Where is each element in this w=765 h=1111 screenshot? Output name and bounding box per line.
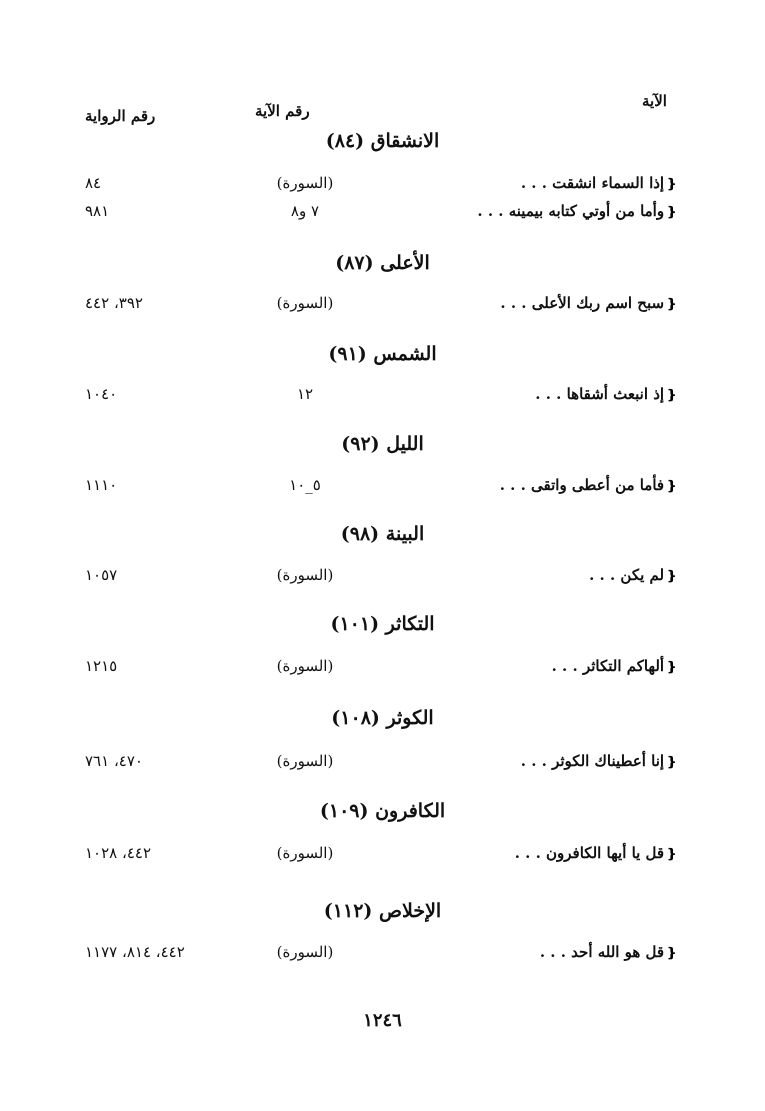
ornament-bracket-icon: ❴: [666, 755, 677, 770]
ayah-number: (السورة): [276, 943, 334, 961]
ayah-text: إنا أعطيناك الكوثر . . .: [520, 752, 665, 770]
surah-heading: الانشقاق (٨٤): [325, 130, 440, 152]
ornament-bracket-icon: ❴: [666, 946, 677, 961]
ayah-number: (السورة): [276, 657, 334, 675]
index-row: [0, 566, 765, 592]
surah-heading: الليل (٩٢): [341, 433, 424, 455]
riwaya-number: ٨٤: [85, 174, 102, 192]
ayah-number: ١٢: [296, 385, 314, 403]
riwaya-number: ٣٩٢، ٤٤٢: [85, 294, 143, 312]
index-row: [0, 943, 765, 969]
ornament-bracket-icon: ❴: [666, 479, 677, 494]
ayah-text: وأما من أوتي كتابه بيمينه . . .: [477, 202, 665, 220]
index-row: [0, 476, 765, 502]
index-row: [0, 657, 765, 683]
column-header-riwaya-number: رقم الرواية: [85, 107, 156, 125]
ayah-number: (السورة): [276, 174, 334, 192]
ayah-number: ٥_١٠: [289, 476, 321, 494]
ayah-text: إذا السماء انشقت . . .: [520, 174, 665, 192]
ornament-bracket-icon: ❴: [666, 177, 677, 192]
riwaya-number: ١٠٤٠: [85, 385, 118, 403]
ayah-text: فأما من أعطى واتقى . . .: [499, 476, 665, 494]
riwaya-number: ١٠٥٧: [85, 566, 118, 584]
index-row: [0, 385, 765, 411]
surah-heading: الكافرون (١٠٩): [319, 800, 446, 822]
ornament-bracket-icon: ❴: [666, 847, 677, 862]
ayah-number: (السورة): [276, 844, 334, 862]
surah-heading: الشمس (٩١): [328, 343, 437, 365]
riwaya-number: ٩٨١: [85, 202, 110, 220]
ayah-text: لم يكن . . .: [589, 566, 665, 584]
riwaya-number: ١٢١٥: [85, 657, 118, 675]
ayah-number: (السورة): [276, 294, 334, 312]
index-row: [0, 174, 765, 200]
ayah-number: (السورة): [276, 566, 334, 584]
surah-heading: التكاثر (١٠١): [330, 613, 435, 635]
surah-heading: الكوثر (١٠٨): [331, 707, 434, 729]
surah-heading: البينة (٩٨): [340, 523, 425, 545]
riwaya-number: ٤٤٢، ١٠٢٨: [85, 844, 152, 862]
page-number: ١٢٤٦: [363, 1010, 402, 1031]
ornament-bracket-icon: ❴: [666, 660, 677, 675]
riwaya-number: ١١١٠: [85, 476, 118, 494]
column-header-ayah-number: رقم الآية: [255, 102, 310, 120]
index-row: [0, 844, 765, 870]
surah-heading: الأعلى (٨٧): [335, 252, 430, 274]
index-row: [0, 202, 765, 228]
riwaya-number: ٤٤٢، ٨١٤، ١١٧٧: [85, 943, 185, 961]
ornament-bracket-icon: ❴: [666, 569, 677, 584]
surah-heading: الإخلاص (١١٢): [323, 900, 442, 922]
index-row: [0, 294, 765, 320]
ayah-number: ٧ و٨: [290, 202, 320, 220]
ayah-text: قل هو الله أحد . . .: [539, 943, 665, 961]
riwaya-number: ٤٧٠، ٧٦١: [85, 752, 143, 770]
ornament-bracket-icon: ❴: [666, 388, 677, 403]
column-header-ayah: الآية: [642, 92, 667, 110]
ayah-text: قل يا أيها الكافرون . . .: [514, 844, 665, 862]
index-row: [0, 752, 765, 778]
ayah-text: إذ انبعث أشقاها . . .: [535, 385, 665, 403]
ornament-bracket-icon: ❴: [666, 297, 677, 312]
ayah-number: (السورة): [276, 752, 334, 770]
ayah-text: سبح اسم ربك الأعلى . . .: [500, 294, 665, 312]
ayah-text: ألهاكم التكاثر . . .: [551, 657, 665, 675]
ornament-bracket-icon: ❴: [666, 205, 677, 220]
